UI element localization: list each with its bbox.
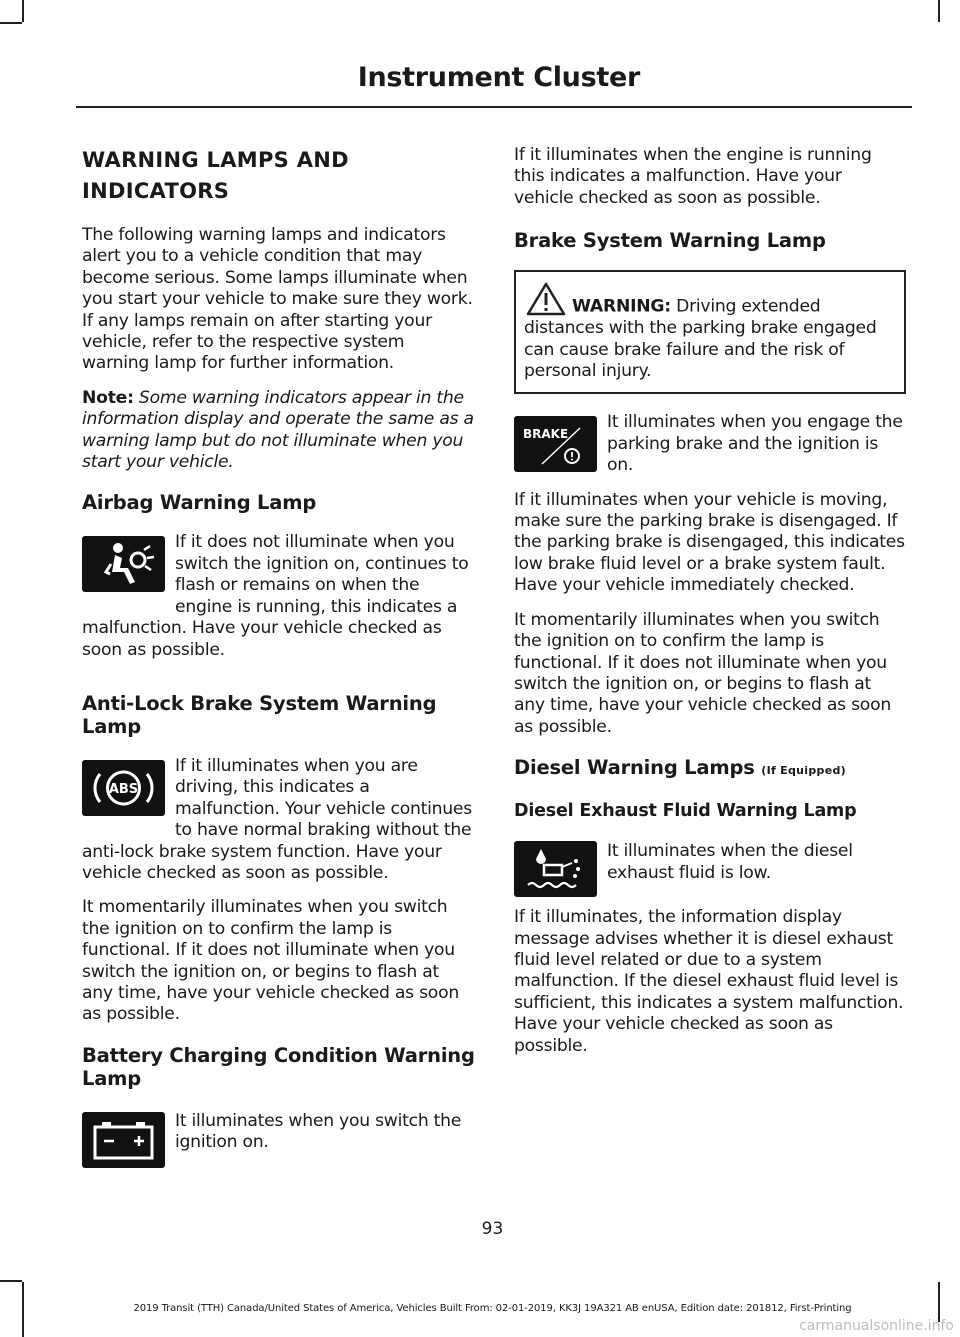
note-paragraph [82, 388, 475, 474]
page-title: Instrument Cluster [357, 62, 640, 93]
warning-text: Driving extended distances with the parking brake engaged can cause brake failure and the risk of personal injury. [524, 296, 877, 382]
header-rule [76, 106, 912, 108]
def-text-2: If it illuminates, the information display message advises whether it is diesel exhaust fluid level related or due to a system malfunction. If the diesel exhaust fluid level is sufficient, this indicates a system malfunction. Have your vehicle checked as soon as possible. [514, 907, 904, 1056]
abs-icon-text: ABS [108, 781, 139, 797]
airbag-title: Airbag Warning Lamp [82, 491, 317, 515]
diesel-title-suffix: (If Equipped) [761, 764, 846, 778]
def-title: Diesel Exhaust Fluid Warning Lamp [514, 801, 857, 822]
abs-icon [82, 760, 165, 816]
right-column [514, 145, 906, 1070]
crop-mark [22, 0, 24, 22]
brake-warning-box [514, 270, 906, 394]
crop-mark [0, 1280, 22, 1282]
brake-text: It illuminates when you engage the parking brake and the ignition is on. [607, 412, 903, 476]
airbag-lamp-section [82, 532, 475, 673]
warning-triangle-icon [524, 280, 568, 318]
brake-warning-paragraph [524, 280, 896, 382]
diesel-title-main: Diesel Warning Lamps [514, 756, 755, 780]
battery-text: It illuminates when you switch the ignition on. [175, 1110, 462, 1153]
section-heading: WARNING LAMPS AND INDICATORS [82, 148, 349, 203]
airbag-icon [82, 536, 165, 592]
abs-text: If it illuminates when you are driving, this indicates a malfunction. Your vehicle continues to have normal braking without the anti-lock brake system function. Have your vehicle checked as soon as possible. [82, 755, 472, 883]
diesel-title [514, 756, 906, 782]
crop-mark [0, 22, 22, 24]
brake-icon [514, 416, 597, 472]
note-text: Some warning indicators appear in the information display and operate the same as a warning lamp but do not illuminate when you start your vehicle. [82, 387, 474, 473]
def-lamp-section [514, 837, 906, 903]
watermark: carmanualsonline.info [799, 1318, 954, 1334]
brake-icon-text: BRAKE [523, 427, 569, 442]
battery-icon [82, 1112, 165, 1168]
battery-title: Battery Charging Condition Warning Lamp [82, 1043, 475, 1090]
abs-lamp-section [82, 756, 475, 897]
intro-paragraph: The following warning lamps and indicators alert you to a vehicle condition that may become serious. Some lamps illuminate when you start your vehicle to make sure they work. If any lamps remain on after starting your vehicle, refer to the respective system warning lamp for further information. [82, 225, 473, 374]
continued-text: If it illuminates when the engine is running this indicates a malfunction. Have your vehicle checked as soon as possible. [514, 145, 872, 208]
brake-text-3: It momentarily illuminates when you switch the ignition on to confirm the lamp is functional. If it does not illuminate when you switch the ignition on, or begins to flash at any time, have your vehicle checked as soon as possible. [514, 609, 891, 737]
abs-text-2: It momentarily illuminates when you switch the ignition on to confirm the lamp is functional. If it does not illuminate when you switch the ignition on, or begins to flash at any time, have your vehicle checked as soon as possible. [82, 897, 459, 1025]
battery-lamp-section [82, 1108, 475, 1174]
warning-label: WARNING: [572, 296, 671, 317]
brake-lamp-section [514, 412, 906, 489]
abs-title: Anti-Lock Brake System Warning Lamp [82, 691, 437, 738]
brake-text-2: If it illuminates when your vehicle is moving, make sure the parking brake is disengaged. If the parking brake is disengaged, this indicates low brake fluid level or a brake system fault. Have your vehicle immediately checked. [514, 489, 905, 596]
note-label: Note: [82, 387, 134, 408]
def-icon [514, 841, 597, 897]
crop-mark [938, 0, 940, 22]
footer-text: 2019 Transit (TTH) Canada/United States of America, Vehicles Built From: 02-01-2019, KK3J 19A321 AB enUSA, Edition date: 201812, First-Printing [133, 1303, 852, 1314]
airbag-text: If it does not illuminate when you switch the ignition on, continues to flash or remains on when the engine is running, this indicates a malfunction. Have your vehicle checked as soon as possible. [82, 532, 469, 660]
left-column [82, 145, 475, 1174]
crop-mark [938, 1282, 940, 1322]
brake-title: Brake System Warning Lamp [514, 229, 826, 253]
page-number: 93 [481, 1219, 504, 1239]
def-text: It illuminates when the diesel exhaust fluid is low. [607, 841, 853, 883]
